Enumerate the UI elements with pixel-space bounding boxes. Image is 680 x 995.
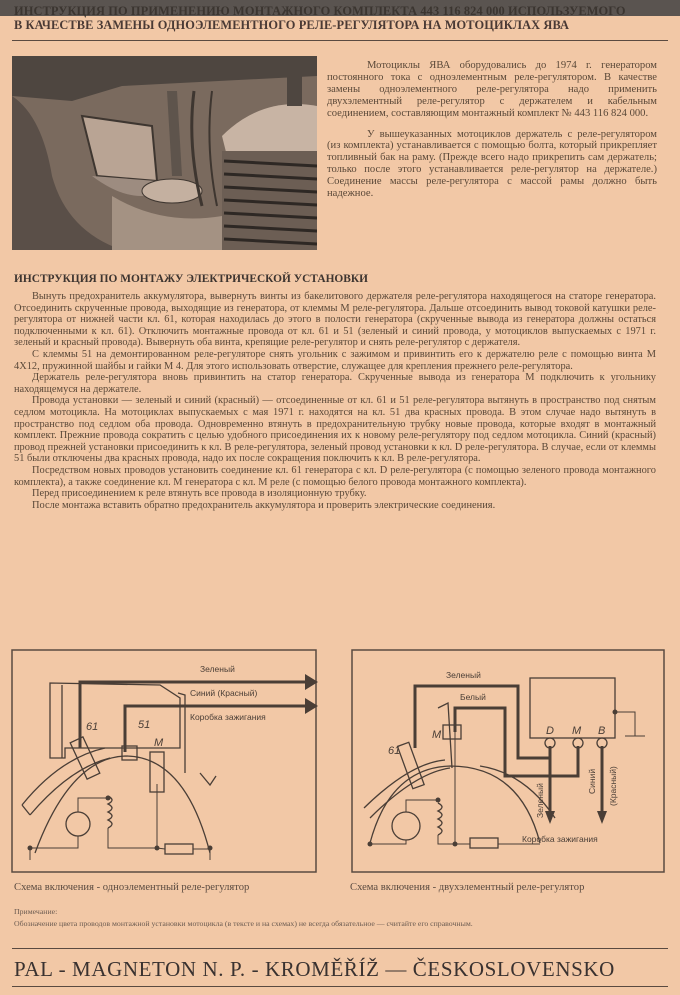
instruction-paragraph: Посредством новых проводов установить соединение кл. 61 генератора с кл. D реле-регулятора (с помощью зеленого провода монтажного комплекта), а также соединение кл. М генератора с кл. М реле (с помощью белого провода монтажного комплекта). bbox=[14, 464, 656, 488]
terminal-d: D bbox=[546, 725, 554, 737]
diagram-single-element bbox=[10, 648, 320, 876]
instructions-body bbox=[14, 291, 656, 511]
label-white: Белый bbox=[460, 692, 486, 702]
caption-diagram-2: Схема включения - двухэлементный реле-регулятор bbox=[350, 882, 585, 893]
diagram-two-element bbox=[350, 648, 668, 876]
instruction-paragraph: Держатель реле-регулятора вновь привинтить на статор генератора. Скрученные вывода из генератора М подключить к угольнику находящемуся на держателе. bbox=[14, 372, 656, 395]
label-blue-vertical: Синий bbox=[587, 768, 597, 794]
terminal-m-generator: M bbox=[432, 729, 442, 741]
intro-paragraph: У вышеуказанных мотоциклов держатель с реле-регулятором (из комплекта) устанавливается с помощью болта, который прикрепляет топливный бак на раму. (Прежде всего надо прикрепить сам держатель; только после этого устанавливается реле-регулятор на держателе.) Соединение массы реле-регулятора с массой рамы должно быть надежное. bbox=[327, 128, 657, 200]
instruction-paragraph: Провода установки — зеленый и синий (красный) — отсоединенные от кл. 61 и 51 реле-регулятора вытянуть в пространство под снятым седлом мотоцикла. На мотоциклах выпускаемых с мая 1971 г. находятся на кл. 51 два красных провода. В этом случае надо вытянуть в пространство под седлом оба провода. Одновременно втянуть в предохранительную трубку новые провода, которые входят в монтажный комплект. Прежние провода сократить с целью удобного присоединения их к новому реле-регулятору под седлом мотоцикла. Синий (красный) провод прежней установки присоединить к кл. В реле-регулятора, зеленый провод установки к кл. D реле-регулятора. В случае, если от клеммы 51 были отключены два красных провода, надо их после сокращения поключить к кл. В реле-регулятора. bbox=[14, 395, 656, 465]
footer-divider-bottom bbox=[12, 986, 668, 987]
note-text: Обозначение цвета проводов монтажной установки мотоцикла (в тексте и на схемах) не всегда обязательное — считайте его справочным. bbox=[14, 919, 473, 928]
title-line-1: ИНСТРУКЦИЯ ПО ПРИМЕНЕНИЮ МОНТАЖНОГО КОМПЛЕКТА 443 116 824 000 ИСПОЛЬЗУЕМОГО bbox=[14, 4, 626, 18]
section-heading: ИНСТРУКЦИЯ ПО МОНТАЖУ ЭЛЕКТРИЧЕСКОЙ УСТАНОВКИ bbox=[14, 273, 369, 285]
arrow-icon bbox=[545, 811, 555, 824]
stator-arc-inner bbox=[35, 756, 210, 853]
label-red-vertical: (Красный) bbox=[608, 766, 618, 806]
footer-divider-top bbox=[12, 948, 668, 949]
note-label: Примечание: bbox=[14, 907, 58, 916]
document-title bbox=[14, 4, 669, 32]
instruction-paragraph: Вынуть предохранитель аккумулятора, вывернуть винты из бакелитового держателя реле-регулятора находящегося на статоре генератора. Отсоединить скрученные провода, выходящие из генератора, от клеммы М реле-регулятора. Дальше отсоединить вывод токовой катушки реле-регулятора от нижней части кл. 61, которая находилась до этого в полости генератора (скрученные вывода из генератора должны остаться подключенными к кл. 61). Отключить монтажные провода от кл. 61 и 51 (зеленый и синий провода, у мотоциклов выпускаемых с 1971 г. зеленый и красный провода). Вывернуть оба винта, крепящие реле-регулятор и снять реле-регулятор с держателя. bbox=[14, 291, 656, 349]
label-green: Зеленый bbox=[446, 670, 481, 680]
caption-diagram-1: Схема включения - одноэлементный реле-регулятор bbox=[14, 882, 250, 893]
intro-paragraph: Мотоциклы ЯВА оборудовались до 1974 г. генератором постоянного тока с одноэлементным реле-регулятором. В качестве замены одноэлементного реле-регулятора надо применить двухэлементный реле-регулятор с держателем и кабельным соединением, составляющим монтажный комплект № 443 116 824 000. bbox=[327, 60, 657, 119]
terminal-61: 61 bbox=[86, 721, 99, 733]
publisher-footer: PAL - MAGNETON N. P. - KROMĚŘÍŽ — ČESKOSLOVENSKO bbox=[14, 957, 615, 981]
label-ignition: Коробка зажигания bbox=[522, 834, 598, 844]
instruction-paragraph: После монтажа вставить обратно предохранитель аккумулятора и проверить электрические соединения. bbox=[32, 499, 496, 511]
terminal-51: 51 bbox=[138, 719, 151, 731]
label-blue-red: Синий (Красный) bbox=[190, 688, 258, 698]
instruction-paragraph: Перед присоединением к реле втянуть все провода в изоляционную трубку. bbox=[32, 488, 367, 500]
regulator-photo bbox=[12, 56, 317, 250]
instruction-paragraph: С клеммы 51 на демонтированном реле-регуляторе снять угольник с зажимом и привинтить его к держателю реле с помощью винта М 4X12, пружинной шайбы и гайки М 4. Для этого использовать отверстие, служащее для крепления прежнего реле-регулятора. bbox=[14, 348, 656, 372]
title-divider bbox=[12, 40, 668, 41]
terminal-m: M bbox=[154, 737, 164, 749]
label-green: Зеленый bbox=[200, 664, 235, 674]
intro-text bbox=[327, 60, 657, 200]
terminal-b: B bbox=[598, 725, 606, 737]
title-line-2: В КАЧЕСТВЕ ЗАМЕНЫ ОДНОЭЛЕМЕНТНОГО РЕЛЕ-РЕГУЛЯТОРА НА МОТОЦИКЛАХ ЯВА bbox=[14, 18, 570, 32]
arrow-icon bbox=[597, 811, 607, 824]
terminal-61: 61 bbox=[388, 745, 401, 757]
label-green-vertical: Зеленый bbox=[535, 783, 545, 818]
label-ignition: Коробка зажигания bbox=[190, 712, 266, 722]
terminal-m-regulator: M bbox=[572, 725, 582, 737]
